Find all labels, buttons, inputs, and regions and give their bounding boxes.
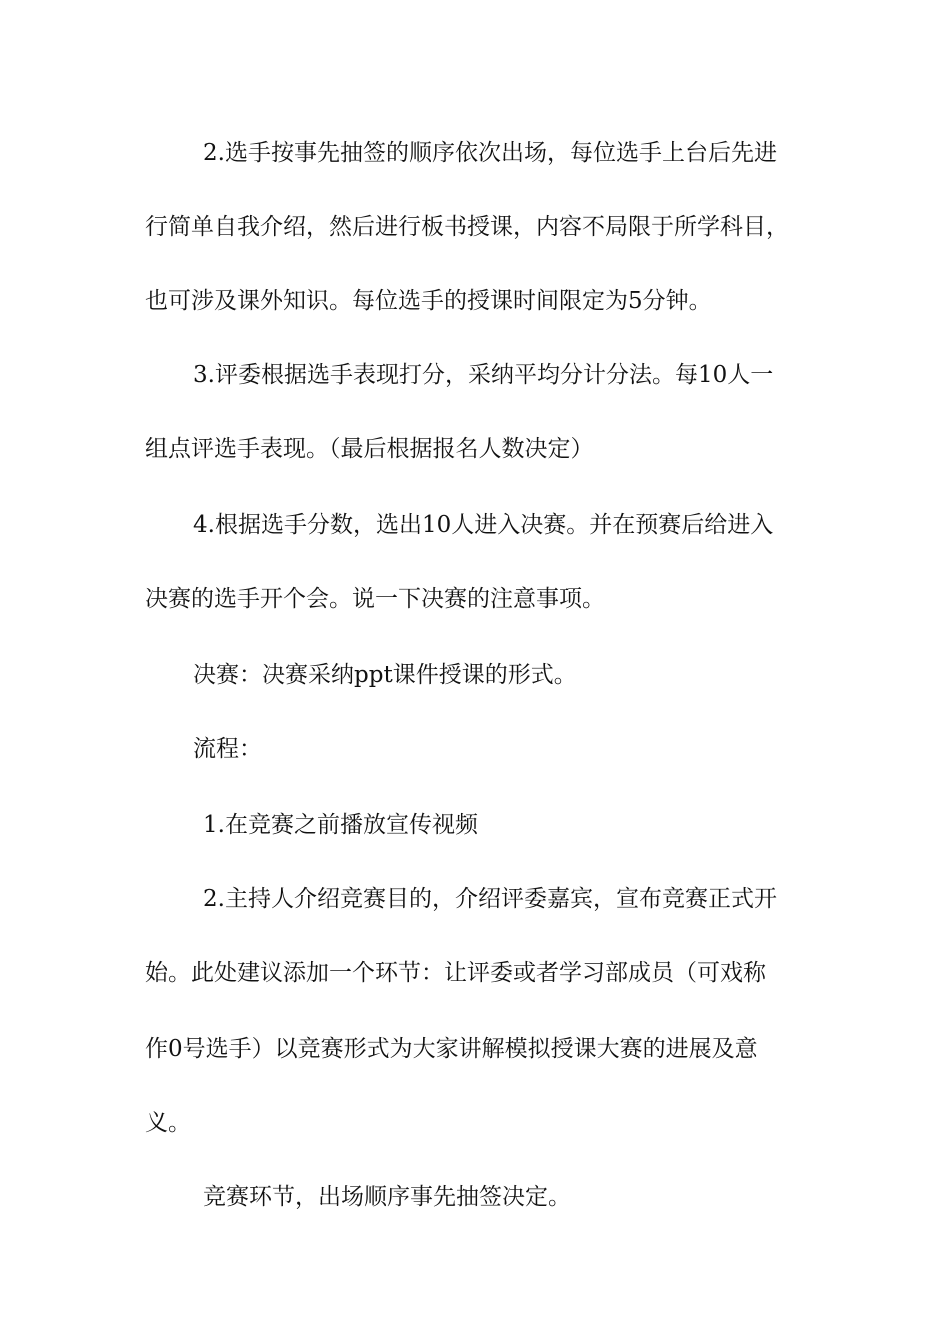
text-line: 始。此处建议添加一个环节：让评委或者学习部成员（可戏称 bbox=[145, 960, 766, 986]
text-line: 4.根据选手分数，选出10人进入决赛。并在预赛后给进入 bbox=[193, 512, 774, 538]
text-line: 义。 bbox=[145, 1110, 191, 1136]
text-line: 组点评选手表现。（最后根据报名人数决定） bbox=[145, 436, 594, 462]
text-line: 2.主持人介绍竞赛目的，介绍评委嘉宾，宣布竞赛正式开 bbox=[203, 886, 777, 912]
text-line: 竞赛环节，出场顺序事先抽签决定。 bbox=[203, 1184, 571, 1210]
text-line: 行简单自我介绍，然后进行板书授课，内容不局限于所学科目， bbox=[145, 214, 789, 240]
text-line: 也可涉及课外知识。每位选手的授课时间限定为5分钟。 bbox=[145, 288, 712, 314]
text-line: 1.在竞赛之前播放宣传视频 bbox=[203, 812, 478, 838]
text-line: 决赛的选手开个会。说一下决赛的注意事项。 bbox=[145, 586, 605, 612]
text-line: 2.选手按事先抽签的顺序依次出场，每位选手上台后先进 bbox=[203, 140, 777, 166]
text-line: 3.评委根据选手表现打分，采纳平均分计分法。每10人一 bbox=[193, 362, 774, 388]
text-line: 作0号选手）以竞赛形式为大家讲解模拟授课大赛的进展及意 bbox=[145, 1036, 758, 1062]
text-line: 决赛：决赛采纳ppt课件授课的形式。 bbox=[193, 662, 577, 688]
text-line: 流程： bbox=[193, 736, 262, 762]
